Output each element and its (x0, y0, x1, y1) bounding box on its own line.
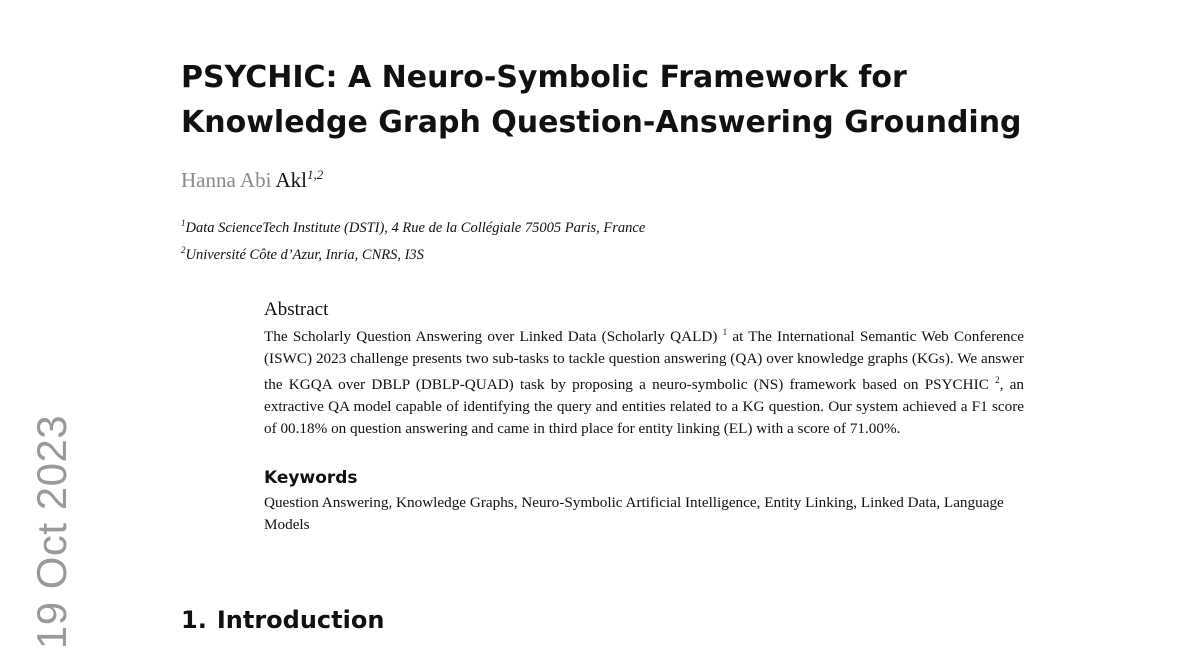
footnote-ref-2[interactable]: 2 (995, 374, 1000, 385)
footnote-ref-1[interactable]: 1 (722, 327, 728, 337)
affiliation-1 (181, 213, 981, 238)
paper-title (181, 55, 1081, 145)
author-line (181, 162, 323, 193)
section-number: 1. (181, 606, 207, 634)
section-heading-introduction (181, 604, 384, 636)
affiliation-1-text: Data ScienceTech Institute (DSTI), 4 Rue de la Collégiale 75005 Paris, France (185, 219, 646, 236)
keywords-list: Question Answering, Knowledge Graphs, Neuro-Symbolic Artificial Intelligence, Entity Linking, Linked Data, Language Models (264, 494, 1004, 533)
paper-title-line-1: PSYCHIC: A Neuro-Symbolic Framework for (181, 60, 907, 95)
author-family-name: Akl (275, 168, 307, 192)
abstract-heading: Abstract (264, 299, 329, 320)
author-given-name: Hanna Abi (181, 168, 272, 192)
affiliation-2-mark: 2 (181, 245, 186, 255)
arxiv-side-stamp: 19 Oct 2023 (28, 414, 75, 649)
paper-title-line-2: Knowledge Graph Question-Answering Grounding (181, 105, 1022, 140)
affiliation-2 (181, 240, 981, 265)
affiliation-1-mark: 1 (181, 218, 186, 228)
abstract-part-1: The Scholarly Question Answering over Linked Data (Scholarly QALD) (264, 328, 718, 346)
abstract-part-2: at The International Semantic Web Conference (ISWC) 2023 challenge presents two sub-tasks to tackle question answering (QA) over knowledge graphs (KGs). We answer the KGQA over DBLP (DBLP-QUAD) task by proposing a neuro-symbolic (NS) framework based on PSYCHIC (264, 328, 1024, 393)
abstract-part-3: , an extractive QA model capable of identifying the query and entities related to a KG question. Our system achieved a F1 score of 00.18% on question answering and came in third place for entity linking (EL) with a score of 71.00%. (264, 375, 1024, 437)
section-title: Introduction (216, 606, 385, 634)
keywords-heading: Keywords (264, 468, 358, 488)
affiliation-2-text: Université Côte d’Azur, Inria, CNRS, I3S (185, 246, 424, 263)
author-affiliation-marks: 1,2 (307, 167, 324, 182)
abstract-body (264, 322, 1024, 440)
